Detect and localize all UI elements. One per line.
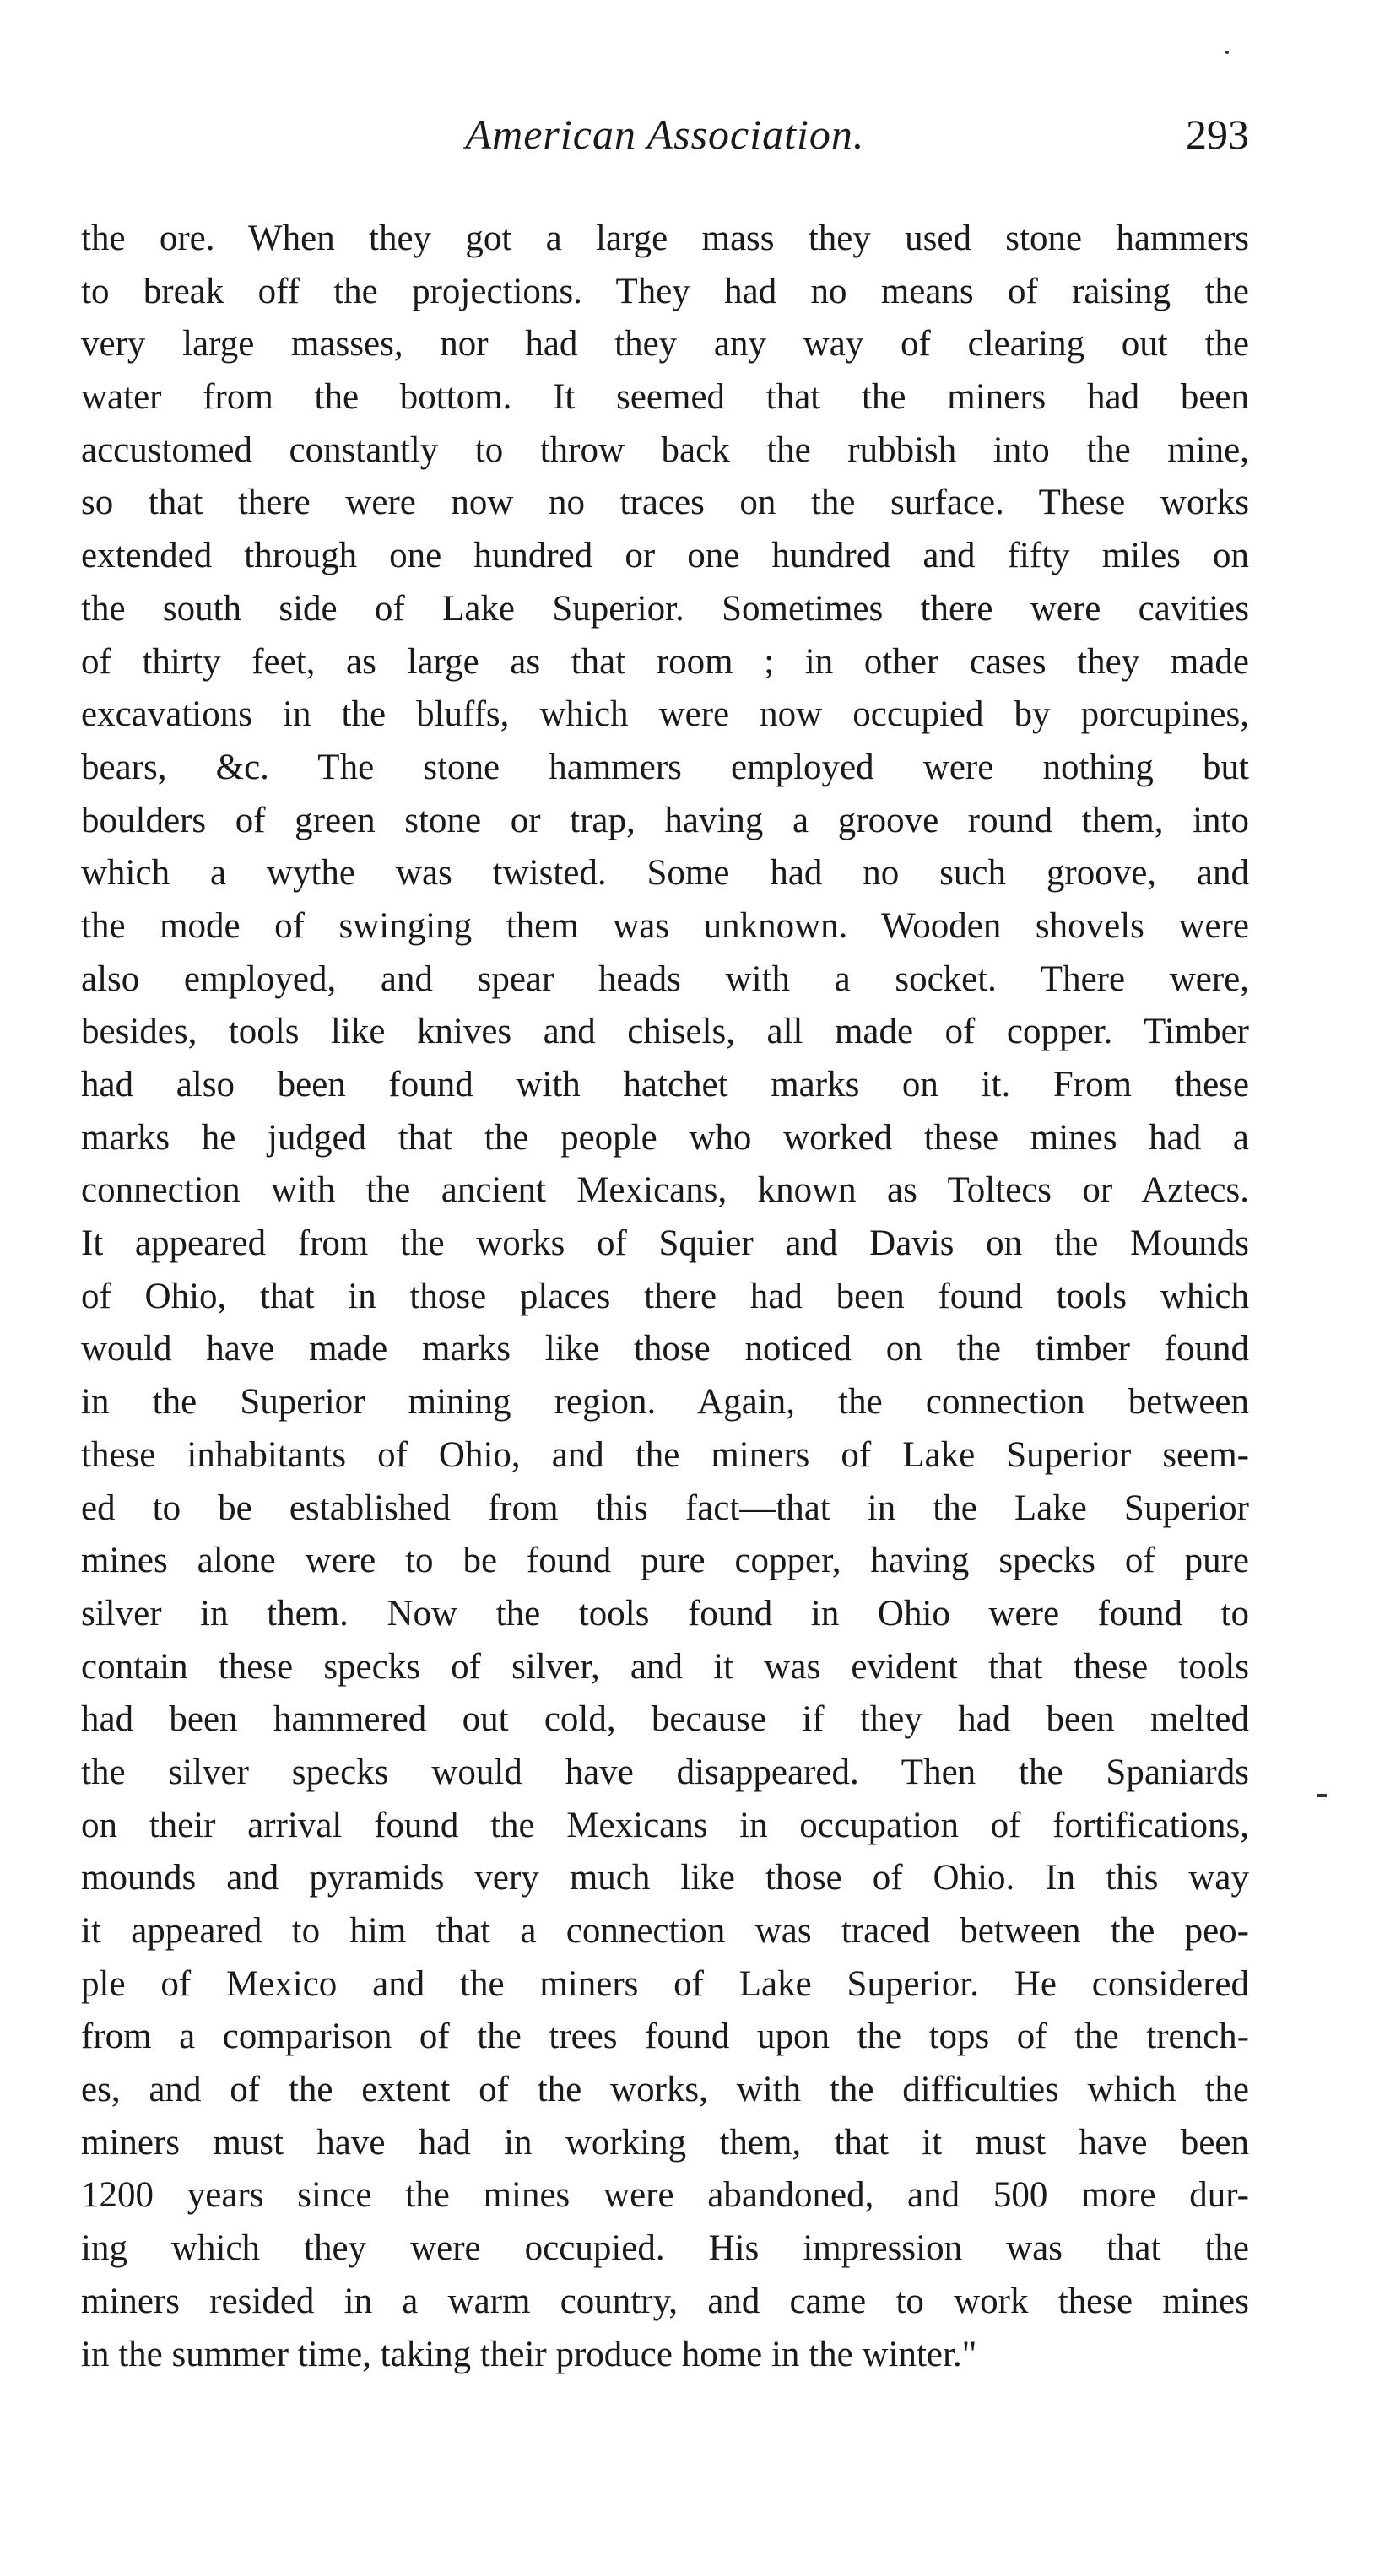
text-line: which a wythe was twisted. Some had no such groove, and [81,853,1249,894]
text-line: it appeared to him that a connection was traced between the peo- [81,1911,1249,1951]
text-line: connection with the ancient Mexicans, known as Toltecs or Aztecs. [81,1170,1249,1211]
text-line: in the Superior mining region. Again, the connection between [81,1382,1249,1423]
text-line: the silver specks would have disappeared. Then the Spaniards [81,1752,1249,1792]
text-line: marks he judged that the people who worked these mines had a [81,1117,1249,1158]
page-header [81,110,1249,169]
margin-mark [1317,1794,1327,1797]
text-line: miners resided in a warm country, and came to work these mines [81,2281,1249,2321]
text-line: extended through one hundred or one hundred and fifty miles on [81,536,1249,576]
text-line: water from the bottom. It seemed that the miners had been [81,377,1249,418]
text-line: had also been found with hatchet marks on it. From these [81,1065,1249,1104]
text-line: mounds and pyramids very much like those of Ohio. In this way [81,1858,1249,1898]
text-line: would have made marks like those noticed on the timber found [81,1329,1249,1369]
text-line: in the summer time, taking their produce home in the winter." [81,2334,977,2374]
text-line: also employed, and spear heads with a socket. There were, [81,959,1249,999]
text-line: of thirty feet, as large as that room ; in other cases they made [81,641,1249,682]
text-line: boulders of green stone or trap, having a groove round them, into [81,800,1249,840]
text-line: these inhabitants of Ohio, and the miners of Lake Superior seem- [81,1434,1249,1475]
text-line: es, and of the extent of the works, with the difficulties which the [81,2070,1249,2110]
text-line: to break off the projections. They had no means of raising the [81,271,1249,311]
text-line: on their arrival found the Mexicans in occupation of fortifications, [81,1805,1249,1845]
text-line: very large masses, nor had they any way of clearing out the [81,324,1249,365]
running-title: American Association. [465,111,865,158]
text-line: ing which they were occupied. His impression was that the [81,2228,1249,2269]
text-line: ed to be established from this fact—that in the Lake Superior [81,1488,1249,1528]
text-line: contain these specks of silver, and it was evident that these tools [81,1646,1249,1687]
text-line: the mode of swinging them was unknown. Wooden shovels were [81,905,1249,946]
text-line: miners must have had in working them, that it must have been [81,2122,1249,2163]
text-line: of Ohio, that in those places there had been found tools which [81,1276,1249,1316]
text-line: silver in them. Now the tools found in Ohio were found to [81,1593,1249,1634]
text-line: so that there were now no traces on the surface. These works [81,483,1249,523]
text-line: It appeared from the works of Squier and Davis on the Mounds [81,1223,1249,1264]
text-line: ple of Mexico and the miners of Lake Superior. He considered [81,1963,1249,2004]
text-line: besides, tools like knives and chisels, all made of copper. Timber [81,1012,1249,1052]
text-line: had been hammered out cold, because if they had been melted [81,1699,1249,1740]
print-speck [1225,51,1229,54]
text-line: 1200 years since the mines were abandoned, and 500 more dur- [81,2175,1249,2216]
text-line: the ore. When they got a large mass they used stone hammers [81,219,1249,258]
text-line: bears, &c. The stone hammers employed were nothing but [81,747,1249,787]
text-line: accustomed constantly to throw back the rubbish into the mine, [81,429,1249,470]
text-line: mines alone were to be found pure copper, having specks of pure [81,1541,1249,1581]
text-line: the south side of Lake Superior. Sometimes there were cavities [81,588,1249,629]
page-number: 293 [1186,111,1249,158]
body-text [81,213,1249,2381]
text-line: from a comparison of the trees found upon the tops of the trench- [81,2017,1249,2057]
text-line: excavations in the bluffs, which were now occupied by porcupines, [81,694,1249,735]
